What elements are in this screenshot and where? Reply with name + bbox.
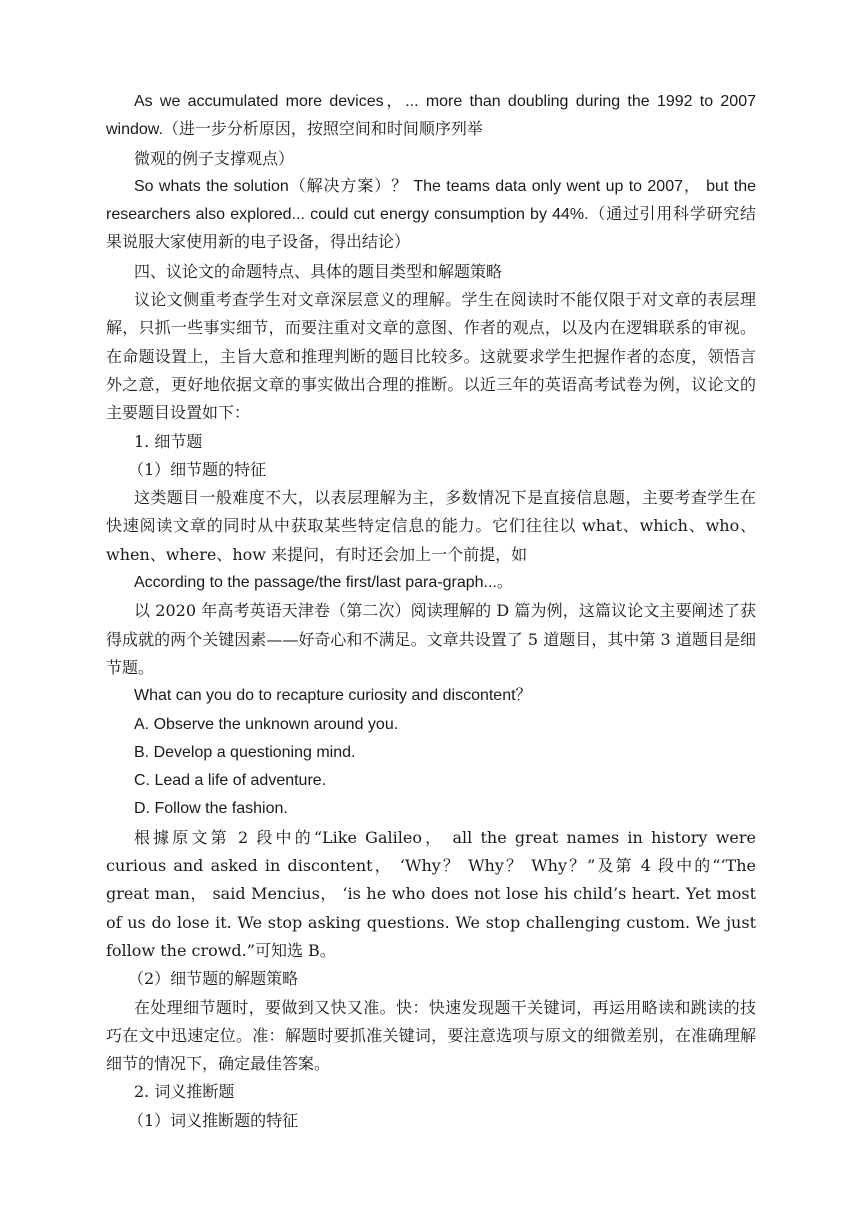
- paragraph-according-to: According to the passage/the first/last para-graph...。: [134, 574, 513, 592]
- paragraph-detail-features: 这类题目一般难度不大，以表层理解为主，多数情况下是直接信息题，主要考查学生在快速阅读文章的同时从中获取某些特定信息的能力。它们往往以 what、which、who、when、where、how 来提问，有时还会加上一个前提，如: [106, 488, 756, 564]
- document-body: [106, 88, 756, 1135]
- heading-detail-question: 1. 细节题: [134, 431, 203, 451]
- subheading-detail-features: （1）细节题的特征: [128, 459, 267, 479]
- paragraph-micro-examples: 微观的例子支撑观点）: [134, 148, 295, 168]
- option-a: A. Observe the unknown around you.: [134, 715, 399, 733]
- heading-word-meaning: 2. 词义推断题: [134, 1082, 235, 1102]
- paragraph-argumentative-intro: 议论文侧重考查学生对文章深层意义的理解。学生在阅读时不能仅限于对文章的表层理解，只抓一些事实细节，而要注重对文章的意图、作者的观点，以及内在逻辑联系的审视。在命题设置上，主旨大意和推理判断的题目比较多。这就要求学生把握作者的态度，领悟言外之意，更好地依据文章的事实做出合理的推断。以近三年的英语高考试卷为例，议论文的主要题目设置如下：: [106, 290, 756, 423]
- paragraph-tianjin-example: 以 2020 年高考英语天津卷（第二次）阅读理解的 D 篇为例，这篇议论文主要阐述了获得成就的两个关键因素——好奇心和不满足。文章共设置了 5 道题目，其中第 3 道题目是细节题。: [106, 601, 756, 677]
- subheading-detail-strategy: （2）细节题的解题策略: [128, 969, 299, 989]
- option-c: C. Lead a life of adventure.: [134, 772, 327, 790]
- section-heading-four: 四、议论文的命题特点、具体的题目类型和解题策略: [134, 261, 503, 281]
- paragraph-devices-analysis: As we accumulated more devices，... more than doubling during the 1992 to 2007 window.（进一步分析原因，按照空间和时间顺序列举: [106, 93, 756, 139]
- option-b: B. Develop a questioning mind.: [134, 743, 356, 761]
- paragraph-answer-explanation: 根據原文第 2 段中的“Like Galileo， all the great names in history were curious and asked in discontent， ‘Why？ Why？ Why？”及第 4 段中的“‘The great man， said Mencius， ‘is he who does not lose his child’s heart. Yet most of us do lose it. We stop asking questions. We stop challenging custom. We just follow the crowd.”可知选 B。: [106, 827, 756, 960]
- subheading-word-meaning-features: （1）词义推断题的特征: [128, 1110, 299, 1130]
- question-stem: What can you do to recapture curiosity and discontent？: [134, 687, 532, 705]
- paragraph-solution: So whats the solution（解决方案）？ The teams data only went up to 2007， but the researchers also explored... could cut energy consumption by 44%.（通过引用科学研究结果说服大家使用新的电子设备，得出结论）: [106, 177, 756, 252]
- paragraph-detail-strategy: 在处理细节题时，要做到又快又准。快：快速发现题干关键词，再运用略读和跳读的技巧在文中迅速定位。准：解题时要抓准关键词，要注意选项与原文的细微差别，在准确理解细节的情况下，确定最佳答案。: [106, 997, 756, 1074]
- option-d: D. Follow the fashion.: [134, 800, 288, 818]
